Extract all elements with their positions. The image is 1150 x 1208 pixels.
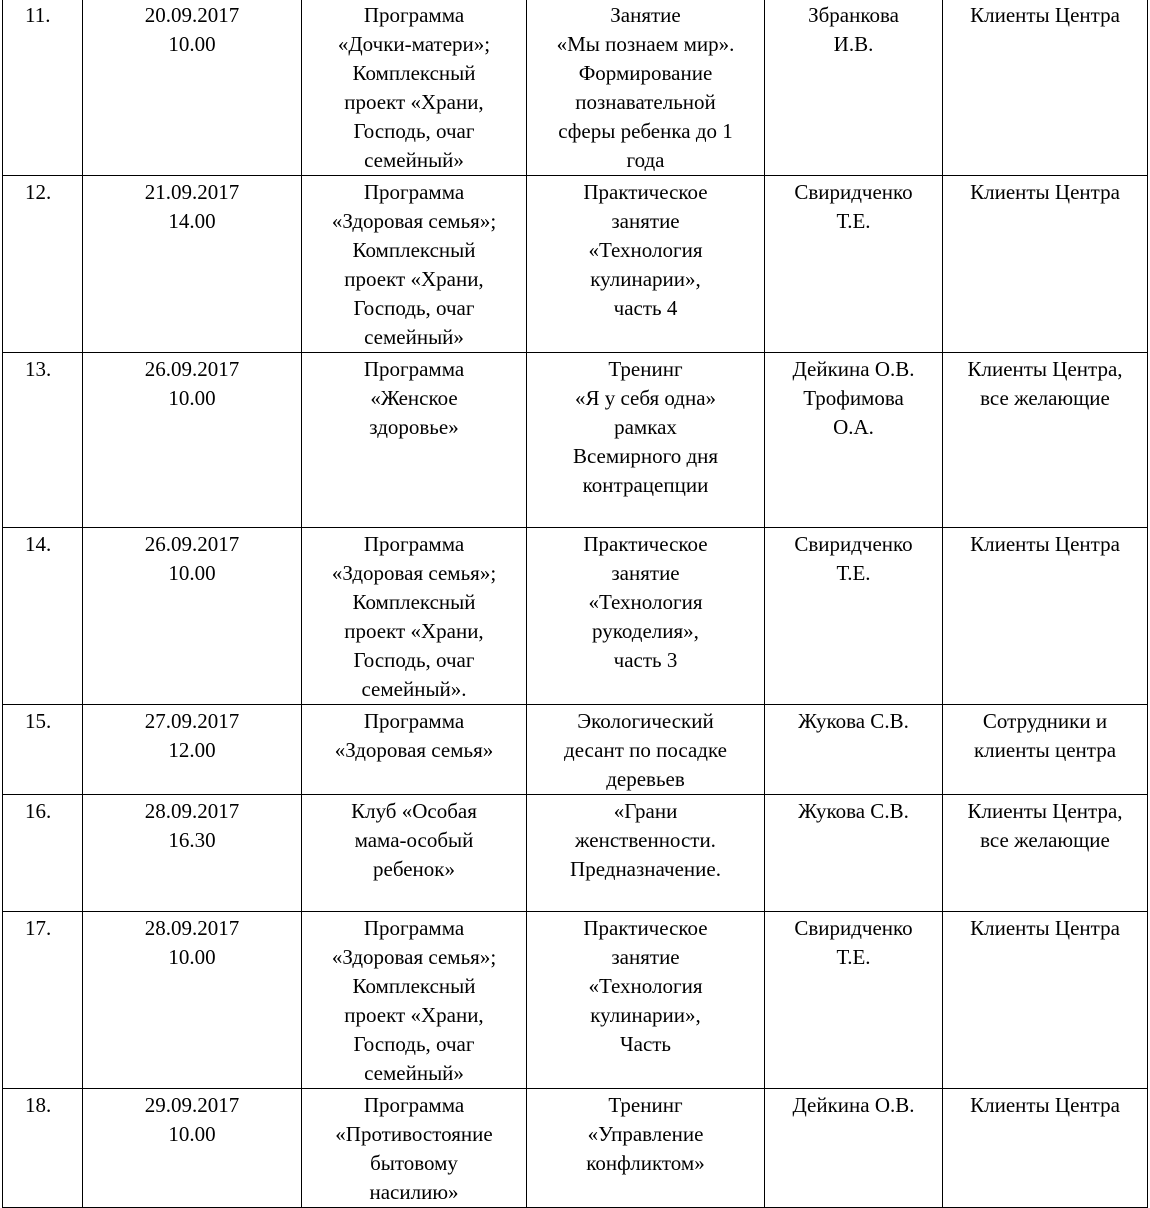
row-number-cell: 14. — [3, 528, 83, 705]
row-number-cell: 11. — [3, 0, 83, 176]
event-cell: «Грани женственности. Предназначение. — [527, 795, 765, 912]
program-cell: Клуб «Особая мама-особый ребенок» — [302, 795, 527, 912]
program-cell: Программа «Женское здоровье» — [302, 353, 527, 528]
date-time-cell: 21.09.2017 14.00 — [83, 176, 302, 353]
row-number-cell: 18. — [3, 1089, 83, 1208]
date-time-cell: 26.09.2017 10.00 — [83, 353, 302, 528]
event-cell: Практическое занятие «Технология рукоделия», часть 3 — [527, 528, 765, 705]
program-cell: Программа «Здоровая семья»; Комплексный проект «Храни, Господь, очаг семейный» — [302, 176, 527, 353]
table-row — [3, 528, 1148, 705]
responsible-cell: Збранкова И.В. — [765, 0, 943, 176]
responsible-cell: Дейкина О.В. — [765, 1089, 943, 1208]
events-schedule-table — [2, 0, 1148, 1208]
participants-cell: Клиенты Центра — [943, 1089, 1148, 1208]
participants-cell: Клиенты Центра — [943, 528, 1148, 705]
participants-cell: Сотрудники и клиенты центра — [943, 705, 1148, 795]
participants-cell: Клиенты Центра — [943, 0, 1148, 176]
participants-cell: Клиенты Центра — [943, 176, 1148, 353]
row-number-cell: 15. — [3, 705, 83, 795]
event-cell: Занятие «Мы познаем мир». Формирование познавательной сферы ребенка до 1 года — [527, 0, 765, 176]
table-row — [3, 0, 1148, 176]
responsible-cell: Свиридченко Т.Е. — [765, 912, 943, 1089]
date-time-cell: 20.09.2017 10.00 — [83, 0, 302, 176]
participants-cell: Клиенты Центра, все желающие — [943, 795, 1148, 912]
program-cell: Программа «Здоровая семья»; Комплексный проект «Храни, Господь, очаг семейный» — [302, 912, 527, 1089]
event-cell: Тренинг «Я у себя одна» рамках Всемирного дня контрацепции — [527, 353, 765, 528]
date-time-cell: 28.09.2017 16.30 — [83, 795, 302, 912]
program-cell: Программа «Здоровая семья»; Комплексный проект «Храни, Господь, очаг семейный». — [302, 528, 527, 705]
row-number-cell: 17. — [3, 912, 83, 1089]
table-row — [3, 176, 1148, 353]
responsible-cell: Свиридченко Т.Е. — [765, 176, 943, 353]
event-cell: Практическое занятие «Технология кулинарии», часть 4 — [527, 176, 765, 353]
row-number-cell: 16. — [3, 795, 83, 912]
date-time-cell: 26.09.2017 10.00 — [83, 528, 302, 705]
table-row — [3, 353, 1148, 528]
table-row — [3, 912, 1148, 1089]
responsible-cell: Жукова С.В. — [765, 705, 943, 795]
row-number-cell: 13. — [3, 353, 83, 528]
responsible-cell: Дейкина О.В. Трофимова О.А. — [765, 353, 943, 528]
date-time-cell: 29.09.2017 10.00 — [83, 1089, 302, 1208]
table-row — [3, 1089, 1148, 1208]
date-time-cell: 27.09.2017 12.00 — [83, 705, 302, 795]
table-row — [3, 705, 1148, 795]
date-time-cell: 28.09.2017 10.00 — [83, 912, 302, 1089]
event-cell: Тренинг «Управление конфликтом» — [527, 1089, 765, 1208]
responsible-cell: Свиридченко Т.Е. — [765, 528, 943, 705]
event-cell: Экологический десант по посадке деревьев — [527, 705, 765, 795]
row-number-cell: 12. — [3, 176, 83, 353]
program-cell: Программа «Противостояние бытовому насилию» — [302, 1089, 527, 1208]
event-cell: Практическое занятие «Технология кулинарии», Часть — [527, 912, 765, 1089]
program-cell: Программа «Дочки-матери»; Комплексный проект «Храни, Господь, очаг семейный» — [302, 0, 527, 176]
participants-cell: Клиенты Центра — [943, 912, 1148, 1089]
program-cell: Программа «Здоровая семья» — [302, 705, 527, 795]
responsible-cell: Жукова С.В. — [765, 795, 943, 912]
table-row — [3, 795, 1148, 912]
participants-cell: Клиенты Центра, все желающие — [943, 353, 1148, 528]
